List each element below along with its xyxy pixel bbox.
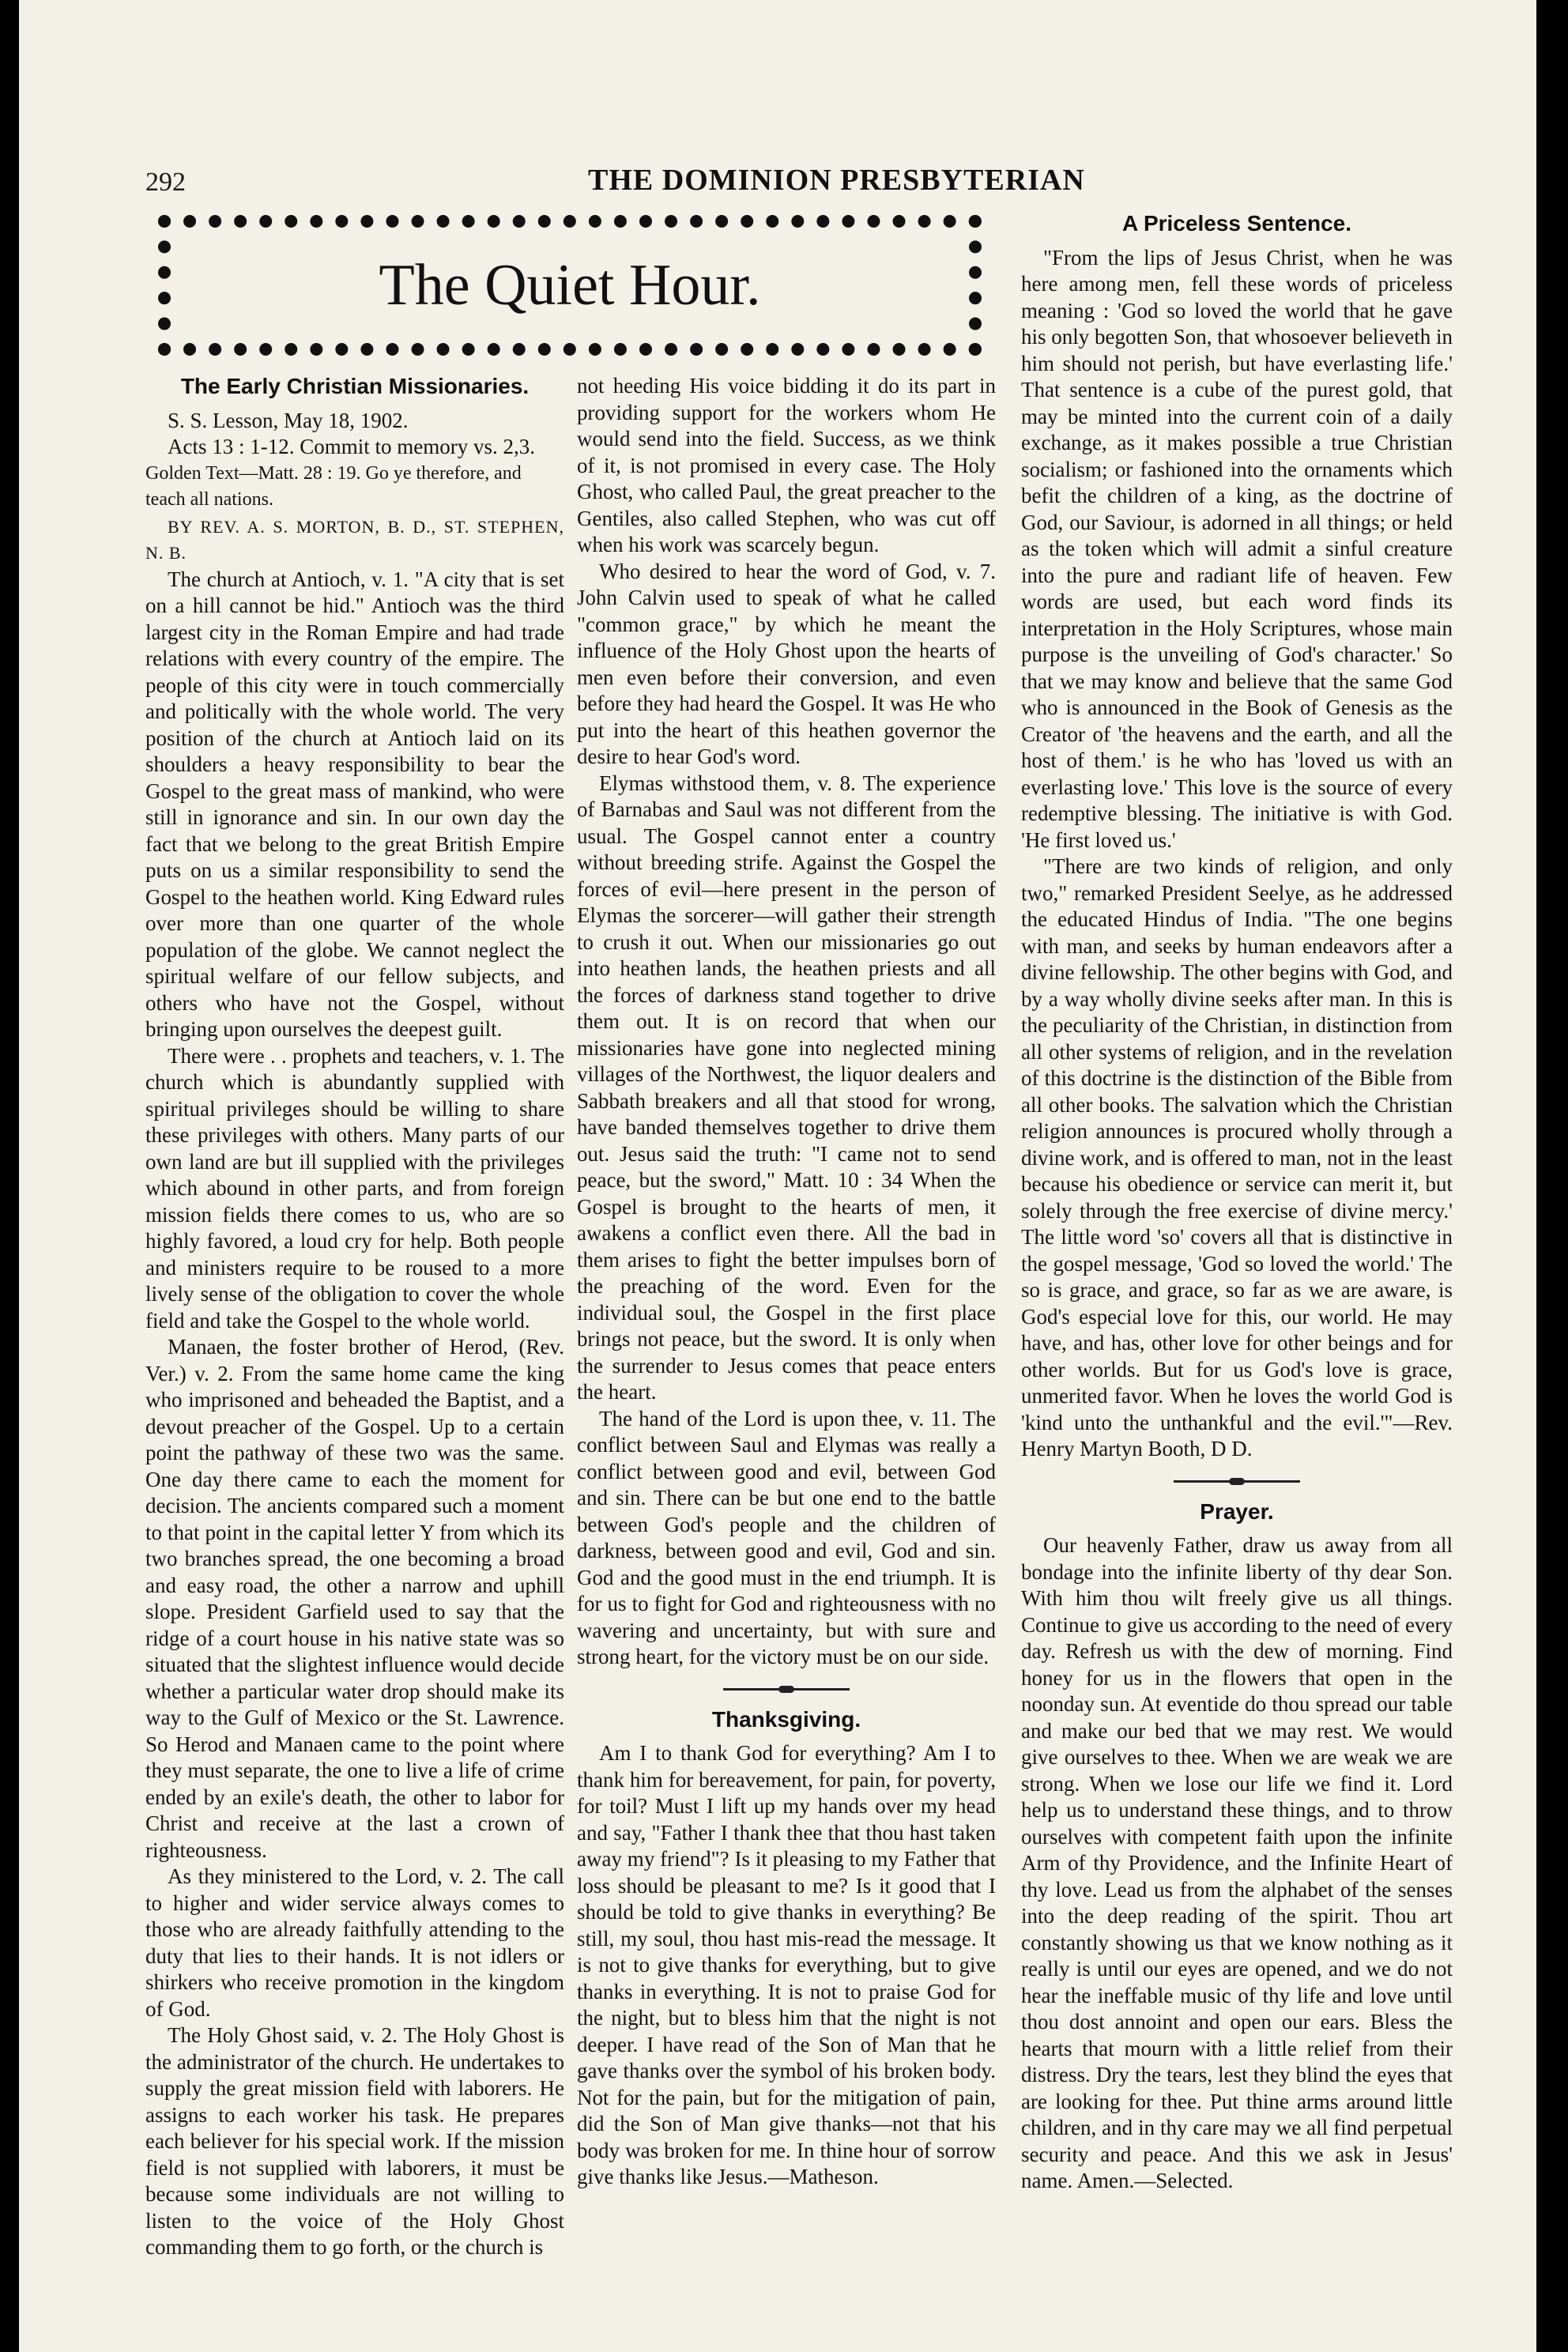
quiet-hour-banner xyxy=(158,215,982,356)
column-3 xyxy=(1021,210,1453,2195)
lesson-paragraph: not heeding His voice bidding it do its part in providing support for the workers whom He would send into the field. Success, as we think of it, is not promised in every case. The Holy Ghost, who called Paul, the great preacher to the Gentiles, also called Stephen, who was cut off when his work was scarcely begun. xyxy=(577,374,996,556)
thanksgiving-title: Thanksgiving. xyxy=(711,1706,861,1732)
lesson-memory-verse: Acts 13 : 1-12. Commit to memory vs. 2,3. xyxy=(168,435,535,458)
lesson-paragraph: Elymas withstood them, v. 8. The experience of Barnabas and Saul was not different from the usual. The Gospel cannot enter a country without breeding strife. Against the Gospel the forces of evil—here present in the person of Elymas the sorcerer—will gather their strength to crush it out. When our missionaries go out into heathen lands, the heathen priests and all the forces of darkness stand together to drive them out. It is on record that when our missionaries have gone into neglected mining villages of the Northwest, the liquor dealers and Sabbath breakers and all that stood for wrong, have banded themselves together to drive them out. Jesus said the truth: "I came not to send peace, but the sword," Matt. 10 : 34 When the Gospel is brought to the hearts of men, it awakens a conflict even there. All the bad in them arises to fight the better impulses born of the preaching of the word. Even for the individual soul, the Gospel in the first place brings not peace, but the sword. It is only when the surrender to Jesus comes that peace enters the heart. xyxy=(577,771,996,1404)
lesson-paragraph: There were . . prophets and teachers, v. 1. The church which is abundantly supplied with spiritual privileges should be willing to share these privileges with others. Many parts of our own land are but ill supplied with the privileges which abound in other parts, and from foreign mission fields there comes to us, who are so highly favored, a loud cry for help. Both people and ministers require to be roused to a more lively sense of the obligation to cover the whole field and take the Gospel to the whole world. xyxy=(145,1043,564,1332)
prayer-paragraph: Our heavenly Father, draw us away from all bondage into the infinite liberty of thy dear Son. With him thou wilt freely give us all things. Continue to give us according to the need of every day. Refresh us with the dew of morning. Find honey for us in the flowers that open in the noonday sun. At eventide do thou spread our table and make our bed that we may rest. We would give ourselves to thee. When we are weak we are strong. When we lose our life we find it. Lord help us to understand these things, and to throw ourselves with competent faith upon the infinite Arm of thy Providence, and the Infinite Heart of thy love. Lead us from the alphabet of the senses into the deep reading of the spirit. Thou art constantly showing us that we know nothing as it really is until our eyes are opened, and we do not hear the ineffable music of thy life and love until thou dost annoint and open our ears. Bless the hearts that mourn with a little relief from their distress. Dry the tears, lest they blind the eyes that are looking for thee. Put thine arms around little children, and in thy care may we all find perpetual security and peace. And this we ask in Jesus' name. Amen.—Selected. xyxy=(1021,1533,1453,2192)
lesson-paragraph: The Holy Ghost said, v. 2. The Holy Ghost is the administrator of the church. He undertakes to supply the great mission field with laborers. He assigns to each worker his task. He prepares each believer for his special work. If the mission field is not supplied with laborers, it must be because some individuals are not willing to listen to the voice of the Holy Ghost commanding them to go forth, or the church is xyxy=(145,2023,564,2259)
column-1 xyxy=(145,373,564,2261)
lesson-title: The Early Christian Missionaries. xyxy=(180,374,530,398)
lesson-paragraph: The hand of the Lord is upon thee, v. 11. The conflict between Saul and Elymas was really a conflict between good and evil, between God and sin. There can be but one end to the battle between God's people and the children of darkness, between good and evil, God and sin. God and the good must in the end triumph. It is for us to fight for God and righteousness with no wavering and uncertainty, but with sure and strong heart, for the victory must be on our side. xyxy=(577,1406,996,1668)
priceless-paragraph: "From the lips of Jesus Christ, when he was here among men, fell these words of priceless meaning : 'God so loved the world that he gave his only begotten Son, that whosoever believeth in him should not perish, but have everlasting life.' That sentence is a cube of the purest gold, that may be minted into the current coin of a daily exchange, as it makes possible a true Christian socialism; or fashioned into the ornaments which befit the children of a king, as the doctrine of God, our Saviour, is adorned in all things; or held as the token which will admit a sinful creature into the pure and radiant life of heaven. Few words are used, but each word finds its interpretation in the Holy Scriptures, whose main purpose is the unveiling of God's character.' So that we may know and believe that the same God who is announced in the Book of Genesis as the Creator of 'the heavens and the earth, and all the host of them.' is he who has 'loved us with an everlasting love.' This love is the source of every redemptive blessing. The initiative is with God. 'He first loved us.' xyxy=(1021,245,1453,852)
section-divider xyxy=(723,1688,850,1690)
column-2 xyxy=(577,373,996,2191)
thanksgiving-paragraph: Am I to thank God for everything? Am I to thank him for bereavement, for pain, for poverty, for toil? Must I lift up my hands over my head and say, "Father I thank thee that thou hast taken away my friend"? Is it pleasing to my Father that loss should be pleasant to me? Is it good that I should be told to give thanks in everything? Be still, my soul, thou hast mis-read the message. It is not to give thanks for everything, but to give thanks in everything. It is not to praise God for the night, but to bless him that the night is not deeper. I have read of the Son of Man that he gave thanks over the symbol of his broken body. Not for the pain, but for the mitigation of pain, did the Son of Man give thanks—not that his body was broken for me. In thine hour of sorrow give thanks like Jesus.—Matheson. xyxy=(577,1741,996,2188)
prayer-title: Prayer. xyxy=(1200,1498,1274,1524)
lesson-paragraph: Who desired to hear the word of God, v. 7. John Calvin used to speak of what he called "common grace," by which he meant the influence of the Holy Ghost upon the hearts of men even before their conversion, and even before they had heard the Gospel. It was He who put into the heart of this heathen governor the desire to hear God's word. xyxy=(577,559,996,768)
lesson-date: S. S. Lesson, May 18, 1902. xyxy=(168,408,409,432)
quiet-hour-title: The Quiet Hour. xyxy=(379,252,761,318)
page-number: 292 xyxy=(145,168,186,197)
publication-title: THE DOMINION PRESBYTERIAN xyxy=(588,164,1085,197)
lesson-paragraph: Manaen, the foster brother of Herod, (Rev. Ver.) v. 2. From the same home came the king who imprisoned and beheaded the Baptist, and a devout preacher of the Gospel. Up to a certain point the pathway of these two was the same. One day there came to each the moment for decision. The ancients compared such a moment to that point in the capital letter Y from which its two branches spread, the one becoming a broad and easy road, the other a narrow and uphill slope. President Garfield used to say that the ridge of a court house in his native state was so situated that the slightest influence would decide whether a particular water drop should make its way to the Gulf of Mexico or the St. Lawrence. So Herod and Manaen came to the point where they must separate, the one to live a life of crime ended by an exile's death, the other to labor for Christ and receive at the last a crown of righteousness. xyxy=(145,1335,564,1862)
golden-text: Golden Text—Matt. 28 : 19. Go ye therefore, and teach all nations. xyxy=(145,462,522,510)
newspaper-page xyxy=(19,0,1536,2352)
section-divider xyxy=(1174,1480,1300,1483)
priceless-paragraph: "There are two kinds of religion, and only two," remarked President Seelye, as he addressed the educated Hindus of India. "The one begins with man, and seeks by human endeavors after a divine fellowship. The other begins with God, and by a way wholly divine seeks after man. In this is the peculiarity of the Christian, in distinction from all other systems of religion, and in the revelation of this doctrine is the distinction of the Bible from all other books. The salvation which the Christian religion announces is procured wholly through a divine work, and is offered to man, not in the least because his obedience or service can merit it, but solely through the free exercise of divine mercy.' The little word 'so' covers all that is distinctive in the gospel message, 'God so loved the world.' The so is grace, and grace, so far as we are aware, is God's especial love for this, our world. He may have, and has, other love for other beings and for other worlds. But for us God's love is grace, unmerited favor. When he loves the world God is 'kind unto the unthankful and the evil.'"—Rev. Henry Martyn Booth, D D. xyxy=(1021,854,1453,1461)
lesson-byline: BY REV. A. S. MORTON, B. D., ST. STEPHEN, N. B. xyxy=(145,516,564,563)
priceless-sentence-title: A Priceless Sentence. xyxy=(1121,211,1351,236)
lesson-paragraph: As they ministered to the Lord, v. 2. The call to higher and wider service always comes to those who are already faithfully attending to the duty that lies to their hands. It is not idlers or shirkers who receive promotion in the kingdom of God. xyxy=(145,1864,564,2021)
lesson-paragraph: The church at Antioch, v. 1. "A city that is set on a hill cannot be hid." Antioch was the third largest city in the Roman Empire and had trade relations with every country of the empire. The people of this city were in touch commercially and politically with the whole world. The very position of the church at Antioch laid on its shoulders a heavy responsibility to bear the Gospel to the great mass of mankind, who were still in ignorance and sin. In our own day the fact that we belong to the great British Empire puts on us a similar responsibility to send the Gospel to the heathen world. King Edward rules over more than one quarter of the whole population of the globe. We cannot neglect the spiritual welfare of our fellow subjects, and others who have not the Gospel, without bringing upon ourselves the deepest guilt. xyxy=(145,567,564,1041)
